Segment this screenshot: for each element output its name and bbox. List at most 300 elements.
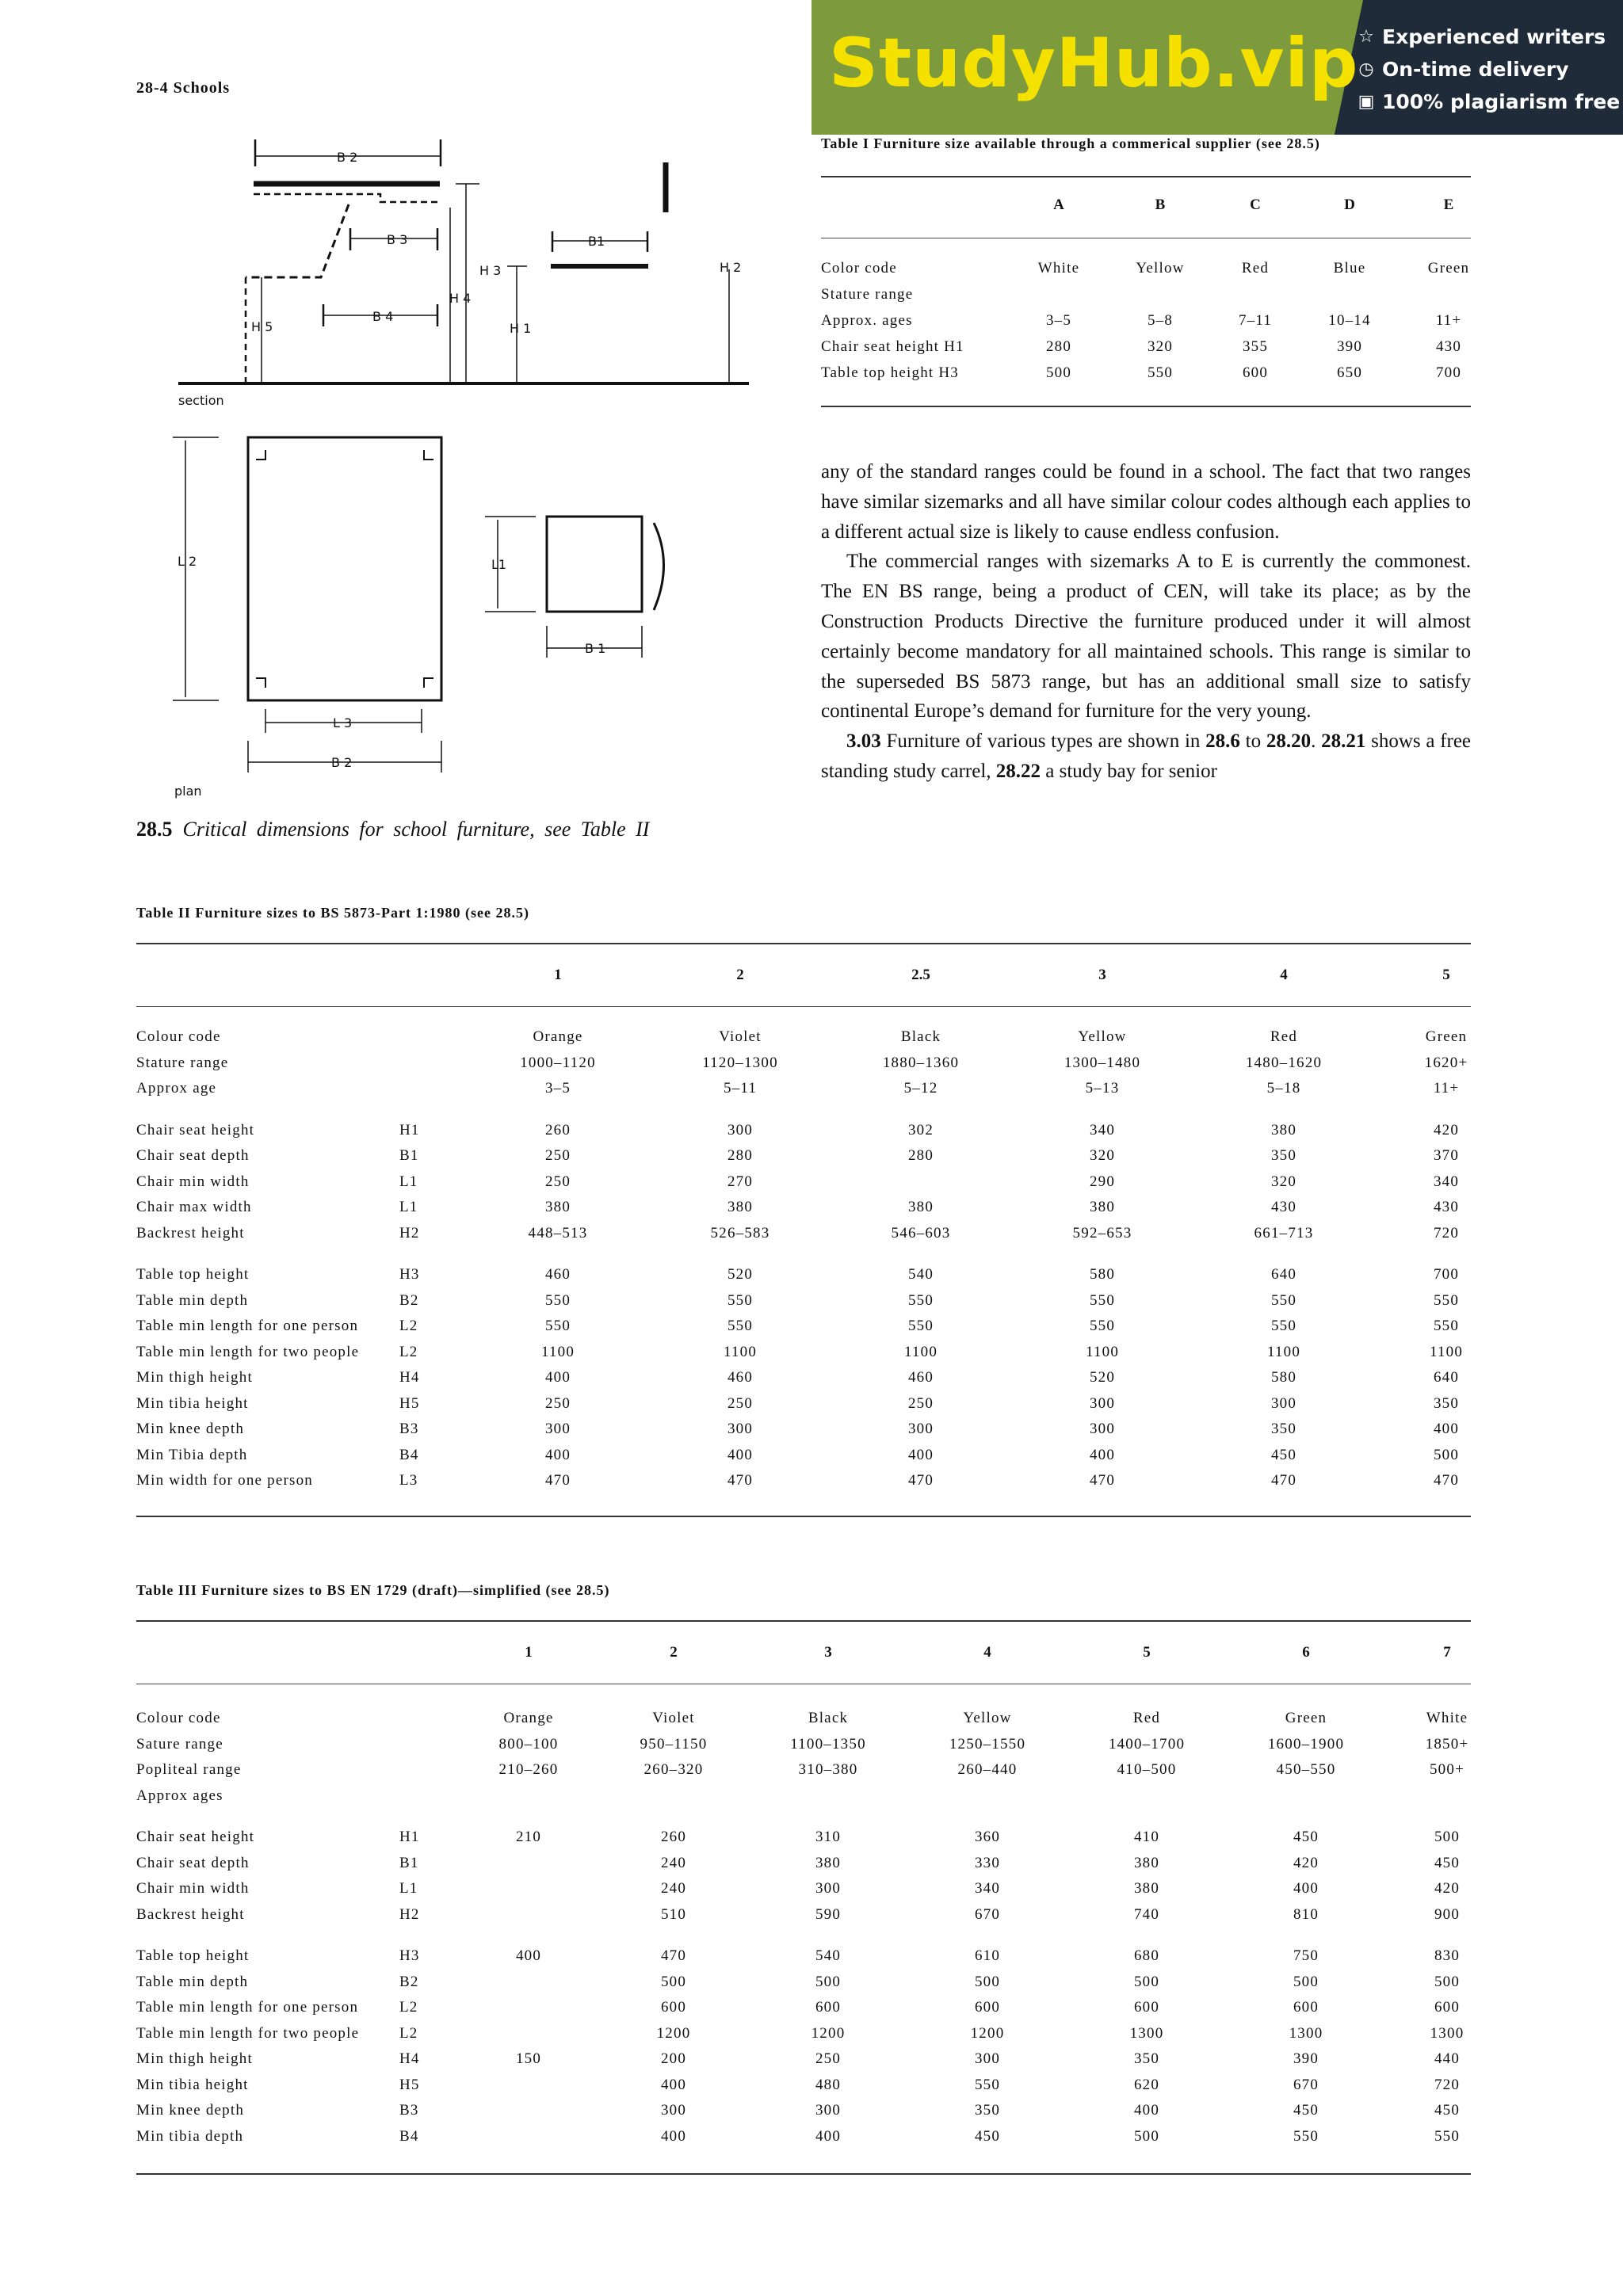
table-row bbox=[136, 1266, 1471, 1292]
dim-label-b1-plan: B 1 bbox=[585, 641, 606, 656]
table2-col-header: 2.5 bbox=[911, 967, 930, 983]
table-cell: 1880–1360 bbox=[882, 1054, 960, 1071]
body-paragraph-1: any of the standard ranges could be found in a school. The fact that two ranges have similar sizemarks and all have similar colour codes although each applies to a different actual size is likely to cause endless confusion. bbox=[821, 461, 1471, 543]
table-cell: 680 bbox=[1133, 1947, 1160, 1964]
table-cell: 670 bbox=[1293, 2076, 1319, 2093]
table-cell: 200 bbox=[660, 2050, 687, 2067]
figure-caption bbox=[136, 818, 649, 841]
table-cell: 350 bbox=[1433, 1394, 1460, 1412]
table-cell: 1300 bbox=[1430, 2024, 1465, 2042]
dim-label-l3: L 3 bbox=[333, 715, 353, 730]
table-cell: 250 bbox=[544, 1173, 571, 1190]
table-cell: 400 bbox=[1293, 1880, 1319, 1897]
table-cell: 1000–1120 bbox=[520, 1054, 596, 1071]
row-label: Min tibia depth bbox=[136, 2127, 244, 2145]
body-text-run: shows a free standing study carrel, bbox=[821, 730, 1472, 782]
table-cell: Orange bbox=[503, 1710, 554, 1726]
table1-col-c: C bbox=[1250, 196, 1261, 213]
table-plan-outline bbox=[248, 437, 441, 700]
ad-feature bbox=[1357, 86, 1620, 118]
dimension-code: H5 bbox=[399, 2076, 420, 2093]
table-cell: 600 bbox=[974, 1999, 1001, 2016]
table-cell: 550 bbox=[1270, 1318, 1297, 1334]
row-label: Table min length for one person bbox=[136, 1999, 359, 2016]
plan-label: plan bbox=[174, 784, 202, 799]
table-cell: 380 bbox=[1270, 1121, 1297, 1138]
table-row bbox=[136, 1736, 1471, 1762]
star-icon: ☆ bbox=[1358, 27, 1374, 47]
dimension-code: H2 bbox=[399, 1224, 420, 1241]
table-cell: 240 bbox=[660, 1854, 687, 1871]
table-row bbox=[821, 364, 1471, 391]
table-cell: 280 bbox=[907, 1147, 934, 1164]
table-cell: 410–500 bbox=[1117, 1761, 1177, 1778]
row-label: Min width for one person bbox=[136, 1472, 313, 1489]
table3-header bbox=[136, 1644, 1471, 1672]
table-cell: 300 bbox=[727, 1421, 754, 1437]
table-cell: 260–440 bbox=[957, 1761, 1018, 1778]
table-cell: 330 bbox=[974, 1854, 1001, 1871]
table1-bottom-rule bbox=[821, 406, 1471, 407]
table-row bbox=[136, 1829, 1471, 1855]
table-cell: 450 bbox=[1270, 1446, 1297, 1463]
table-cell: Green bbox=[1285, 1710, 1327, 1726]
table-cell: 540 bbox=[815, 1947, 842, 1964]
table-row bbox=[136, 1787, 1471, 1814]
table-cell: 3–5 bbox=[1045, 312, 1072, 329]
table-cell: 250 bbox=[544, 1147, 571, 1164]
table-cell: 10–14 bbox=[1328, 312, 1371, 329]
table-cell: 500+ bbox=[1429, 1761, 1465, 1778]
table-cell: Green bbox=[1425, 1028, 1468, 1045]
table-row bbox=[136, 1421, 1471, 1447]
dimension-code: B2 bbox=[399, 1291, 419, 1309]
row-label: Chair seat height bbox=[136, 1829, 255, 1845]
table-cell: 1200 bbox=[811, 2024, 846, 2042]
table-cell: 380 bbox=[815, 1854, 842, 1871]
table-cell: 470 bbox=[1089, 1472, 1116, 1489]
table1-col-d: D bbox=[1344, 196, 1355, 213]
row-label: Backrest height bbox=[136, 1224, 245, 1241]
table-cell: 380 bbox=[1133, 1880, 1160, 1897]
table-cell: 11+ bbox=[1433, 1080, 1460, 1097]
row-label: Min thigh height bbox=[136, 1369, 253, 1386]
row-label: Table top height H3 bbox=[821, 364, 959, 381]
table3-col-header: 3 bbox=[824, 1644, 832, 1661]
table-cell: 470 bbox=[544, 1472, 571, 1489]
table-cell: 260 bbox=[544, 1121, 571, 1138]
dimension-code: H3 bbox=[399, 1947, 420, 1964]
table-cell: 400 bbox=[1433, 1421, 1460, 1437]
table-cell: 320 bbox=[1089, 1147, 1116, 1164]
table-cell: 300 bbox=[660, 2102, 687, 2119]
row-label: Chair max width bbox=[136, 1199, 252, 1215]
table-row bbox=[136, 1344, 1471, 1370]
table-cell: White bbox=[1426, 1710, 1468, 1726]
row-label: Table min length for two people bbox=[136, 1343, 360, 1360]
ad-feature bbox=[1357, 21, 1620, 53]
table-cell: 500 bbox=[1045, 364, 1072, 381]
table-cell: 380 bbox=[727, 1199, 754, 1215]
table3-col-header: 7 bbox=[1443, 1644, 1451, 1661]
plan-view bbox=[173, 437, 664, 772]
table-row bbox=[136, 1947, 1471, 1974]
table-cell: Red bbox=[1270, 1028, 1298, 1045]
table-cell: 420 bbox=[1434, 1880, 1461, 1897]
table-cell: 550 bbox=[1089, 1291, 1116, 1309]
table-cell: 300 bbox=[727, 1121, 754, 1138]
table-row bbox=[136, 2102, 1471, 2128]
table-cell: 740 bbox=[1133, 1905, 1160, 1923]
table-cell: 5–13 bbox=[1085, 1080, 1120, 1097]
table-row bbox=[136, 1147, 1471, 1173]
table-cell: 500 bbox=[660, 1973, 687, 1990]
table-cell: 1300–1480 bbox=[1064, 1054, 1141, 1071]
table-cell: 340 bbox=[974, 1880, 1001, 1897]
body-text bbox=[821, 457, 1471, 787]
table-row bbox=[136, 1225, 1471, 1251]
ad-feature-text: Experienced writers bbox=[1382, 25, 1606, 48]
table-cell: 510 bbox=[660, 1905, 687, 1923]
row-label: Approx ages bbox=[136, 1787, 223, 1804]
table-cell: 1100 bbox=[903, 1343, 938, 1360]
table-row bbox=[136, 1472, 1471, 1498]
row-label: Chair seat depth bbox=[136, 1854, 250, 1871]
row-label: Chair seat height bbox=[136, 1121, 255, 1138]
table-cell: 526–583 bbox=[710, 1224, 770, 1241]
row-label: Table top height bbox=[136, 1947, 250, 1964]
table-cell: 300 bbox=[815, 2102, 842, 2119]
table-cell: Yellow bbox=[1136, 260, 1185, 277]
row-label: Colour code bbox=[136, 1710, 221, 1726]
table3-col-header: 4 bbox=[983, 1644, 991, 1661]
figure-ref: 28.22 bbox=[995, 760, 1041, 782]
table-cell: Violet bbox=[652, 1710, 695, 1726]
dimension-code: B4 bbox=[399, 1446, 419, 1463]
table-cell: 430 bbox=[1270, 1199, 1297, 1215]
dim-label-b3: B 3 bbox=[387, 232, 408, 247]
table-cell: 900 bbox=[1434, 1905, 1461, 1923]
body-paragraph-2: The commercial ranges with sizemarks A to E is currently the commonest. The EN BS range, being a product of CEN, will take its place; as by the Construction Products Directive the furniture produced under it will almost certainly become mandatory for all maintained schools. This range is similar to the superseded BS 5873 range, but has an additional small size to satisfy continental Europe’s demand for furniture for the very young. bbox=[821, 551, 1471, 723]
row-label: Table min depth bbox=[136, 1973, 249, 1990]
table-cell: 450–550 bbox=[1276, 1761, 1336, 1778]
table-row bbox=[136, 1761, 1471, 1787]
table-row bbox=[821, 260, 1471, 286]
table-row bbox=[136, 1292, 1471, 1318]
dimension-code: H4 bbox=[399, 1369, 420, 1386]
table-cell: 3–5 bbox=[544, 1080, 571, 1097]
table-cell: 302 bbox=[907, 1121, 934, 1138]
table-cell: 420 bbox=[1433, 1121, 1460, 1138]
table-cell: 400 bbox=[815, 2127, 842, 2145]
table-row bbox=[136, 1028, 1471, 1055]
table-cell: 600 bbox=[1293, 1999, 1319, 2016]
table-cell: 550 bbox=[544, 1318, 571, 1334]
table-cell: 500 bbox=[1133, 2127, 1160, 2145]
table-cell: 450 bbox=[1434, 1854, 1461, 1871]
table3-col-header: 2 bbox=[670, 1644, 678, 1661]
table2-header bbox=[136, 967, 1471, 995]
table-cell: 470 bbox=[727, 1472, 754, 1489]
table-cell: 500 bbox=[1434, 1829, 1461, 1845]
table-cell: 355 bbox=[1242, 338, 1269, 355]
table-cell: 1200 bbox=[656, 2024, 691, 2042]
dim-label-h3: H 3 bbox=[479, 263, 502, 278]
row-label: Table min length for one person bbox=[136, 1318, 359, 1334]
figure-ref: 28.20 bbox=[1266, 730, 1312, 753]
table-row bbox=[136, 2077, 1471, 2103]
row-label: Min tibia height bbox=[136, 2076, 249, 2093]
table-cell: 430 bbox=[1435, 338, 1462, 355]
figure-ref: 28.21 bbox=[1321, 730, 1366, 753]
table-cell: 700 bbox=[1433, 1266, 1460, 1283]
figure-ref: 28.6 bbox=[1205, 730, 1240, 753]
dimension-code: B4 bbox=[399, 2127, 419, 2145]
table-cell: 430 bbox=[1433, 1199, 1460, 1215]
table-cell: 440 bbox=[1434, 2050, 1461, 2067]
table-cell: 1480–1620 bbox=[1245, 1054, 1323, 1071]
table-cell: 720 bbox=[1434, 2076, 1461, 2093]
table-cell: Blue bbox=[1333, 260, 1366, 277]
table-cell: 540 bbox=[907, 1266, 934, 1283]
ad-feature-text: On-time delivery bbox=[1382, 58, 1569, 81]
table-cell: 300 bbox=[1270, 1394, 1297, 1412]
table-cell: 300 bbox=[1089, 1421, 1116, 1437]
dimension-code: L2 bbox=[399, 1318, 418, 1334]
table-cell: 460 bbox=[544, 1266, 571, 1283]
table2-col-header: 5 bbox=[1442, 967, 1450, 983]
dim-label-h1: H 1 bbox=[510, 321, 532, 336]
table-cell: 550 bbox=[1089, 1318, 1116, 1334]
table-cell: 360 bbox=[974, 1829, 1001, 1845]
dim-label-b1: B1 bbox=[588, 234, 605, 249]
table-cell: 470 bbox=[660, 1947, 687, 1964]
dim-label-l2: L 2 bbox=[178, 554, 197, 569]
table-cell: 250 bbox=[727, 1394, 754, 1412]
table-cell: 500 bbox=[1133, 1973, 1160, 1990]
table-cell: 300 bbox=[544, 1421, 571, 1437]
section-label: section bbox=[178, 393, 224, 408]
ad-brand-logo[interactable]: StudyHub.vip bbox=[829, 24, 1359, 103]
table-cell: 550 bbox=[1434, 2127, 1461, 2145]
table-cell: 390 bbox=[1336, 338, 1363, 355]
table-cell: 400 bbox=[1089, 1446, 1116, 1463]
table-row bbox=[136, 1447, 1471, 1473]
table-row bbox=[136, 1369, 1471, 1395]
body-text-run: Furniture of various types are shown in bbox=[880, 730, 1206, 753]
ad-feature bbox=[1357, 53, 1620, 86]
table-cell: 250 bbox=[815, 2050, 842, 2067]
table-cell: 310 bbox=[815, 1829, 842, 1845]
table-cell: 300 bbox=[1089, 1394, 1116, 1412]
table-cell: 450 bbox=[1434, 2102, 1461, 2119]
table-row bbox=[136, 1710, 1471, 1736]
dimension-code: H1 bbox=[399, 1121, 420, 1138]
table2-col-header: 2 bbox=[736, 967, 744, 983]
dim-label-b2-plan: B 2 bbox=[331, 755, 353, 770]
dimension-code: L1 bbox=[399, 1199, 418, 1215]
table-cell: 470 bbox=[907, 1472, 934, 1489]
dim-label-l1: L1 bbox=[491, 557, 507, 572]
table-cell: 340 bbox=[1089, 1121, 1116, 1138]
table-cell: 650 bbox=[1336, 364, 1363, 381]
row-label: Backrest height bbox=[136, 1905, 245, 1923]
dimension-code: L3 bbox=[399, 1472, 418, 1489]
dimension-code: B3 bbox=[399, 1421, 419, 1437]
table-cell: 1600–1900 bbox=[1267, 1735, 1345, 1753]
table-cell: 350 bbox=[1270, 1421, 1297, 1437]
table-cell: 480 bbox=[815, 2076, 842, 2093]
row-label: Min knee depth bbox=[136, 2102, 245, 2119]
table-row bbox=[136, 2128, 1471, 2154]
table-cell: 550 bbox=[1147, 364, 1174, 381]
table-cell: 210 bbox=[515, 1829, 542, 1845]
table-cell: 1100–1350 bbox=[790, 1735, 866, 1753]
table-cell: 670 bbox=[974, 1905, 1001, 1923]
table-cell: 250 bbox=[907, 1394, 934, 1412]
table-cell: 580 bbox=[1270, 1369, 1297, 1386]
section-number: 3.03 bbox=[846, 730, 881, 753]
table2-top-rule bbox=[136, 943, 1471, 944]
table-cell: 280 bbox=[1045, 338, 1072, 355]
table-row bbox=[821, 286, 1471, 312]
table-cell: 590 bbox=[815, 1905, 842, 1923]
table-cell: 1100 bbox=[1429, 1343, 1464, 1360]
row-label: Approx. ages bbox=[821, 312, 913, 329]
table-cell: 380 bbox=[1089, 1199, 1116, 1215]
table2-col-header: 3 bbox=[1098, 967, 1106, 983]
table-cell: 1850+ bbox=[1425, 1735, 1469, 1753]
dimension-code: B3 bbox=[399, 2102, 419, 2119]
table-cell: 470 bbox=[1433, 1472, 1460, 1489]
table-row bbox=[136, 1055, 1471, 1081]
dimension-code: B2 bbox=[399, 1973, 419, 1990]
chair-plan-outline bbox=[547, 517, 642, 612]
table2-header-rule bbox=[136, 1006, 1471, 1007]
dim-label-b2: B 2 bbox=[337, 150, 358, 165]
table-cell: 5–18 bbox=[1266, 1080, 1301, 1097]
table-row bbox=[136, 2025, 1471, 2051]
table-cell: 1200 bbox=[970, 2024, 1005, 2042]
furniture-dimension-diagram bbox=[0, 0, 812, 808]
table-cell: 210–260 bbox=[498, 1761, 559, 1778]
row-label: Stature range bbox=[136, 1054, 229, 1071]
dimension-code: H4 bbox=[399, 2050, 420, 2067]
table1-body bbox=[821, 260, 1471, 395]
row-label: Table top height bbox=[136, 1266, 250, 1283]
dimension-code: H2 bbox=[399, 1905, 420, 1923]
table1-col-e: E bbox=[1443, 196, 1454, 213]
table-cell: 340 bbox=[1433, 1173, 1460, 1190]
table-cell: 500 bbox=[1434, 1973, 1461, 1990]
table2-col-header: 4 bbox=[1280, 967, 1288, 983]
table-cell: 290 bbox=[1089, 1173, 1116, 1190]
table2-title: Table II Furniture sizes to BS 5873-Part 1:1980 (see 28.5) bbox=[136, 905, 529, 921]
table2-bottom-rule bbox=[136, 1516, 1471, 1517]
table-cell: 640 bbox=[1433, 1369, 1460, 1386]
row-label: Sature range bbox=[136, 1735, 223, 1753]
table-underside bbox=[254, 194, 440, 202]
table-cell: 550 bbox=[1293, 2127, 1319, 2145]
table-cell: 620 bbox=[1133, 2076, 1160, 2093]
table-cell: Yellow bbox=[1078, 1028, 1127, 1045]
document-icon: ▣ bbox=[1358, 92, 1375, 112]
table-cell: 5–11 bbox=[723, 1080, 758, 1097]
table-cell: 1300 bbox=[1289, 2024, 1323, 2042]
table-cell: 600 bbox=[1242, 364, 1269, 381]
table-cell: 1250–1550 bbox=[949, 1735, 1026, 1753]
table-cell: 520 bbox=[1089, 1369, 1116, 1386]
table-cell: 1100 bbox=[540, 1343, 575, 1360]
table1-col-b: B bbox=[1155, 196, 1166, 213]
table-cell: 320 bbox=[1270, 1173, 1297, 1190]
ad-feature-text: 100% plagiarism free bbox=[1382, 90, 1621, 113]
table1-top-rule bbox=[821, 176, 1471, 177]
table-cell: 300 bbox=[815, 1880, 842, 1897]
table-cell: 500 bbox=[1433, 1446, 1460, 1463]
table-cell: 600 bbox=[1133, 1999, 1160, 2016]
dimension-code: L2 bbox=[399, 2024, 418, 2042]
table-cell: 1400–1700 bbox=[1108, 1735, 1186, 1753]
row-label: Min tibia height bbox=[136, 1394, 249, 1412]
table-cell: Yellow bbox=[963, 1710, 1012, 1726]
table-cell: 400 bbox=[515, 1947, 542, 1964]
table-cell: 400 bbox=[727, 1446, 754, 1463]
table-cell: 300 bbox=[974, 2050, 1001, 2067]
row-label: Min Tibia depth bbox=[136, 1446, 248, 1463]
dimension-code: B1 bbox=[399, 1147, 419, 1164]
table-cell: 350 bbox=[1270, 1147, 1297, 1164]
section-labels bbox=[178, 150, 741, 408]
table-row bbox=[136, 1122, 1471, 1148]
table-cell: Violet bbox=[719, 1028, 762, 1045]
row-label: Table min depth bbox=[136, 1291, 249, 1309]
table-cell: 460 bbox=[907, 1369, 934, 1386]
table-cell: 350 bbox=[974, 2102, 1001, 2119]
table-cell: 448–513 bbox=[528, 1224, 588, 1241]
table-cell: 250 bbox=[544, 1394, 571, 1412]
row-label: Color code bbox=[821, 260, 897, 277]
table-cell: 460 bbox=[727, 1369, 754, 1386]
table-cell: 550 bbox=[1270, 1291, 1297, 1309]
body-paragraph-3 bbox=[821, 727, 1471, 787]
table-cell: 350 bbox=[1133, 2050, 1160, 2067]
section-view bbox=[178, 139, 749, 383]
table1-title: Table I Furniture size available through a commerical supplier (see 28.5) bbox=[821, 135, 1320, 151]
dimension-code: L2 bbox=[399, 1343, 418, 1360]
row-label: Stature range bbox=[821, 286, 914, 303]
table-cell: White bbox=[1037, 260, 1080, 277]
table-cell: 260–320 bbox=[643, 1761, 704, 1778]
table-cell: 400 bbox=[660, 2127, 687, 2145]
table-cell: 400 bbox=[544, 1446, 571, 1463]
table-cell: 310–380 bbox=[798, 1761, 858, 1778]
table-cell: Orange bbox=[533, 1028, 583, 1045]
table-cell: 700 bbox=[1435, 364, 1462, 381]
table-cell: 1620+ bbox=[1424, 1054, 1468, 1071]
table-cell: 720 bbox=[1433, 1224, 1460, 1241]
table-cell: 390 bbox=[1293, 2050, 1319, 2067]
table-cell: 550 bbox=[1433, 1318, 1460, 1334]
table-cell: 1300 bbox=[1129, 2024, 1164, 2042]
table-cell: 500 bbox=[815, 1973, 842, 1990]
dimension-code: B1 bbox=[399, 1854, 419, 1871]
table-cell: 380 bbox=[544, 1199, 571, 1215]
dimension-code: L1 bbox=[399, 1173, 418, 1190]
table-row bbox=[136, 1855, 1471, 1881]
table-cell: 420 bbox=[1293, 1854, 1319, 1871]
running-head: 28-4 Schools bbox=[136, 79, 231, 97]
